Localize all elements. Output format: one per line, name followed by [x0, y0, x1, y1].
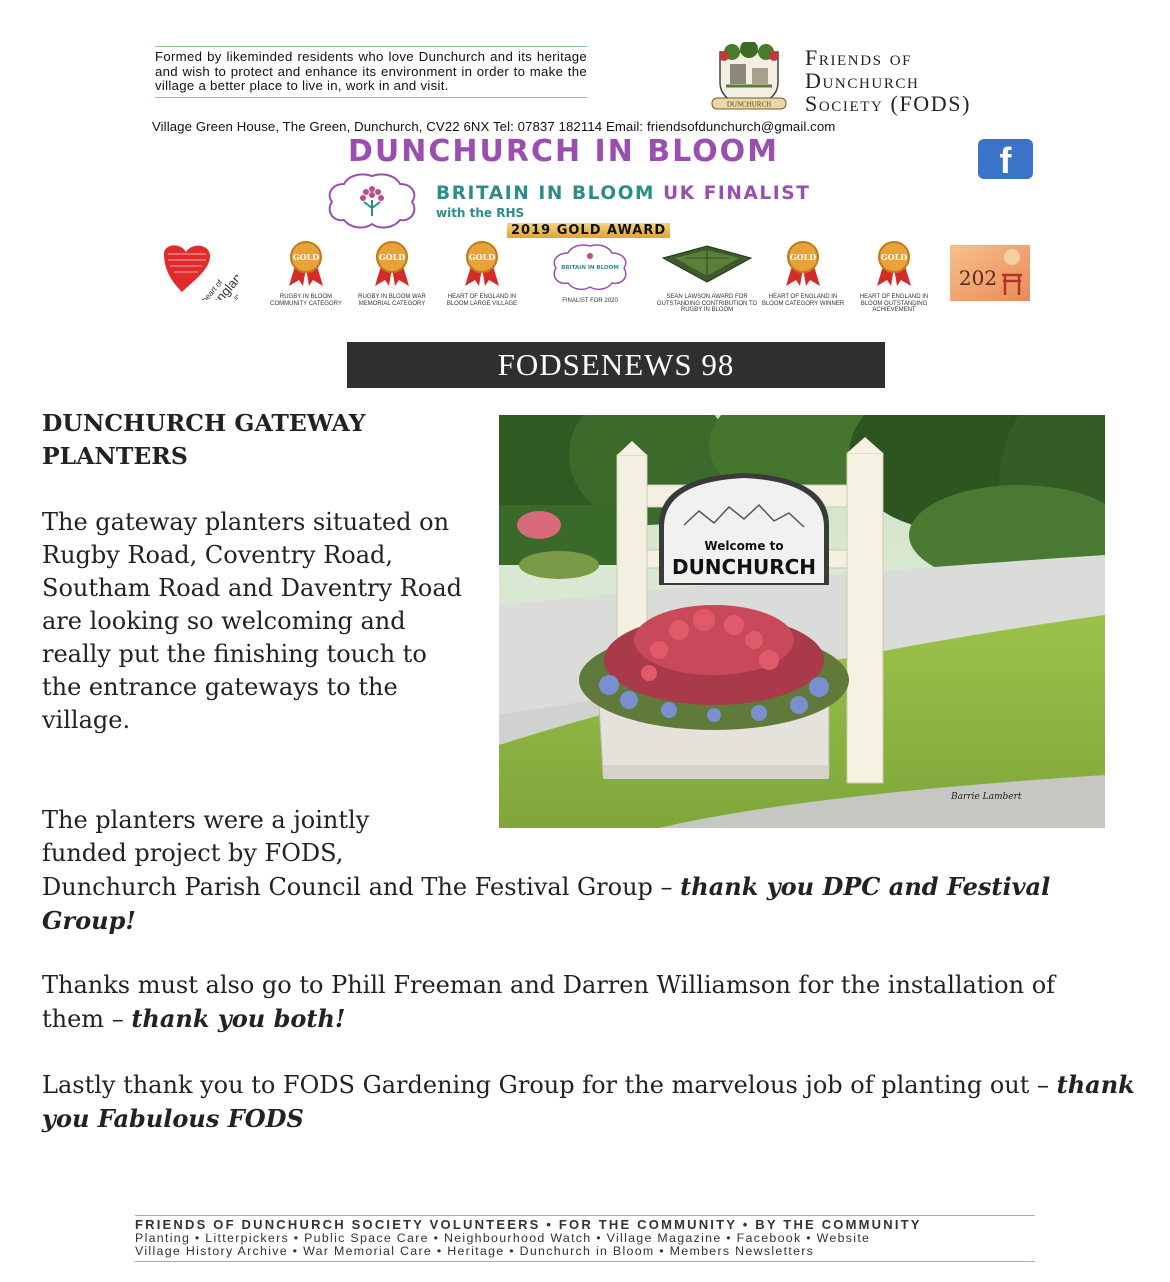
crest-label: DUNCHURCH: [726, 100, 772, 109]
sign-dunchurch-text: DUNCHURCH: [671, 555, 817, 579]
award-label: HEART OF ENGLAND IN BLOOM LARGE VILLAGE: [446, 294, 518, 307]
badge-text: BRITAIN IN BLOOM: [561, 265, 619, 271]
heart-of-england-logo: [152, 240, 238, 304]
gold-medal-outstanding-achievement: [851, 240, 937, 314]
p4-emphasis: thank you Fabulous FODS: [42, 1070, 1135, 1133]
footer: [135, 1215, 1035, 1262]
gold-medal-icon: [263, 240, 349, 288]
p2-rest: Dunchurch Parish Council and The Festival Group –: [42, 873, 681, 901]
facebook-icon[interactable]: [978, 139, 1033, 179]
mission-statement: Formed by likeminded residents who love Dunchurch and its heritage and wish to protect and enhance its environment in order to make the village a better place to live in, work in and visit.: [155, 46, 587, 98]
medal-text: GOLD: [468, 252, 496, 262]
gold-medal-icon: [349, 240, 435, 288]
year-badge-icon: [950, 245, 1030, 301]
society-name-line-2: Dunchurch: [805, 68, 920, 93]
award-label: SEAN LAWSON AWARD FOR OUTSTANDING CONTRIBUTION TO RUGBY IN BLOOM: [656, 294, 758, 313]
dunchurch-in-bloom-title: DUNCHURCH IN BLOOM: [348, 134, 780, 169]
photo-credit: Barrie Lambert: [951, 792, 1022, 802]
gold-medal-icon: [760, 240, 846, 288]
society-crest-icon: [706, 42, 792, 114]
society-name-line-3: Society (FODS): [805, 91, 972, 116]
society-name: [805, 46, 971, 115]
award-label: FINALIST FOR 2020: [562, 298, 618, 304]
britain-in-bloom-badge-icon: [547, 240, 633, 294]
with-rhs-text: with the RHS: [436, 206, 525, 220]
gold-award-text: 2019 GOLD AWARD: [507, 223, 670, 238]
medal-text: GOLD: [378, 252, 406, 262]
award-label: RUGBY IN BLOOM WAR MEMORIAL CATEGORY: [358, 294, 426, 307]
badge-year-text: 202: [958, 266, 998, 290]
heart-icon: [152, 240, 238, 300]
article-paragraph-4: [42, 1068, 1142, 1136]
heart-text-2: england: [208, 264, 238, 300]
article-headline: DUNCHURCH GATEWAY PLANTERS: [42, 409, 366, 470]
leaf-diamond-icon: [655, 240, 759, 288]
medal-text: GOLD: [292, 252, 320, 262]
footer-line-2: Planting • Litterpickers • Public Space Care • Neighbourhood Watch • Village Magazine • Facebook • Website: [135, 1231, 871, 1245]
medal-text: GOLD: [789, 252, 817, 262]
p4-text: Lastly thank you to FODS Gardening Group for the marvelous job of planting out –: [42, 1071, 1057, 1099]
gold-medal-icon: [851, 240, 937, 288]
britain-in-bloom-finalist: [547, 240, 633, 305]
footer-line-3: Village History Archive • War Memorial Care • Heritage • Dunchurch in Bloom • Members Newsletters: [135, 1244, 815, 1258]
sean-lawson-award: [655, 240, 759, 314]
gold-medal-war-memorial: [349, 240, 435, 307]
facebook-letter: f: [999, 140, 1012, 181]
uk-finalist-text: UK FINALIST: [663, 183, 811, 204]
footer-line-1: FRIENDS OF DUNCHURCH SOCIETY VOLUNTEERS • FOR THE COMMUNITY • BY THE COMMUNITY: [135, 1217, 922, 1232]
article-paragraph-1: The gateway planters situated on Rugby Road, Coventry Road, Southam Road and Daventry Road are looking so welcoming and really put the finishing touch to the entrance gateways to the village.: [42, 508, 462, 734]
p2-emphasis: thank you DPC and Festival Group!: [42, 872, 1051, 935]
contact-address: Village Green House, The Green, Dunchurch, CV22 6NX Tel: 07837 182114 Email: friendsofdunchurch@gmail.com: [152, 119, 836, 134]
sign-welcome-text: Welcome to: [704, 539, 784, 553]
medal-text: GOLD: [880, 252, 908, 262]
gold-medal-category-winner: [760, 240, 846, 307]
p3-emphasis: thank you both!: [131, 1004, 346, 1033]
gold-medal-rugby-community: [263, 240, 349, 307]
heart-text-1: heart of: [200, 277, 225, 300]
p2-start: The planters were a jointly funded project by FODS,: [42, 806, 370, 867]
britain-in-bloom-text: BRITAIN IN BLOOM: [436, 183, 656, 204]
britain-in-bloom-line: [436, 183, 810, 204]
society-name-line-1: Friends of: [805, 45, 913, 70]
p3-text: Thanks must also go to Phill Freeman and Darren Williamson for the installation of them –: [42, 971, 1056, 1033]
award-label: RUGBY IN BLOOM COMMUNITY CATEGORY: [270, 294, 342, 307]
britain-in-bloom-flower-icon: [326, 172, 418, 230]
year-2020-badge: [950, 245, 1030, 305]
heart-text-3: in: [232, 293, 238, 300]
gateway-planter-photo: [499, 415, 1105, 828]
gold-medal-large-village: [439, 240, 525, 307]
gold-medal-icon: [439, 240, 525, 288]
newsletter-banner: FODSENEWS 98: [347, 342, 885, 388]
award-label: HEART OF ENGLAND IN BLOOM OUTSTANDING ACHIEVEMENT: [859, 294, 929, 313]
award-label: HEART OF ENGLAND IN BLOOM CATEGORY WINNER: [761, 294, 845, 307]
article-paragraph-3: [42, 969, 1122, 1036]
